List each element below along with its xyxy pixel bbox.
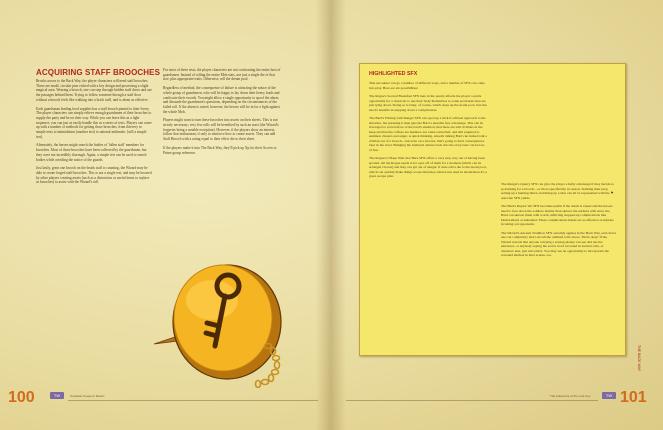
sfx-sidebar — [359, 63, 626, 356]
left-column-1 — [36, 79, 152, 189]
side-tab-label: THE BACK WAY — [637, 345, 641, 372]
footer-text-right: The Adventure of the Lost Key — [550, 394, 591, 398]
paragraph: Players might want to turn these brooches into assets on their sheets. This is not strictly necessary; very few rolls will be benefited by such an asset (the Wizard's forgeries being a notable exception). However, if the players show an interest, follow that enthusiasm, if only to reinforce how to create assets. They can add Staff Brooch with a rating equal to their effect die to their sheet. — [163, 118, 279, 142]
chapter-side-tab — [635, 345, 643, 391]
page-number-left: 100 — [8, 389, 35, 406]
footer-logo-icon: TW — [50, 392, 64, 399]
page-gutter — [316, 0, 346, 430]
paragraph: Just lastly, great one brooch on the heads staff is counting, the Wizard may be able to create forged staff brooches. This is not a single test, and may be boosted by other players creating assets (such as a distraction or useful items to replace as brooches) to assist with the Wizard's roll. — [36, 166, 152, 185]
footer-rule-right — [346, 400, 598, 401]
paragraph: Brooks across to the Back Way, the player characters will need staff brooches. These are small, circular pins etched with a key design and possessing a slight magical aura. Wearing a brooch, one can step through hidden staff doors and use the passages behind them. Trying to follow someone through a staff door without a brooch feels like walking into a brick wall, and is about as effective. — [36, 79, 152, 102]
paragraph: The Bard's Flirting with Danger SFX can open up a trick if advised approach to the situation, but pursuing it then gets the Bard a sizeable free advantage. This can be leveraged to reveal more of the bard's situation; that there are still civilians in the keep and that the coffees are haunted, not rated-controlled, and still required to summon clusters and anger. A quick thinking, smooth talking Bard can indeed talk a civilian out of a brooch—but even on a success, that's going to have consequences later in the level. Bringing the bothered culture back into the story later can be lots of fun. — [369, 116, 487, 152]
paragraph: Regardless of method, the consequence of failure is attracting the notice of the whole group of guardsmen, who will be happy to lay down their heavy loads and confiscate their swords. You might allow a single opportunity to spoof the alarm and dissuade the guardsmen's questions, depending on the circumstances of the failed roll. If the alarm is raised, however, the heroes will be in for a fight against the whole Mob. — [163, 86, 280, 114]
left-column-2 — [163, 68, 281, 159]
sidebar-title: HIGHLIGHTED SFX — [369, 71, 418, 77]
page-number-right: 101 — [620, 389, 647, 406]
sidebar-column-left — [369, 81, 488, 183]
paragraph: This encounter can go a number of different ways, and a number of SFX can come into play. Here are six possibilities: — [369, 81, 485, 90]
paragraph: The Rogue's Second Breakfast SFX here in the pantry affords the player a quick opportunity for a character to use their body themselves to some provisions that are just lying about. Doing so is risky, of course, which steps up the doom pool, but also has its benefits in stepping down a complication. — [369, 94, 488, 112]
paragraph: The Bard's Ruptor We SFX becomes useful if the alarm is raised and the heroes need to face down the soldiers. Rather than skewer the soldiers with steel, the Bard can skewer them with words, inflicting stepped-up complications like Demoralized or Ashamed. These complications inside are as effective as injuries in taking out opponents. — [501, 204, 614, 226]
paragraph: For most of these tests, the player characters are not confronting the entire host of guardsmen. Instead of rolling the entire Mob stats, use just a single die of that size, plus appropriate traits. Otherwise, roll the dream pool. — [163, 68, 281, 82]
section-heading: ACQUIRING STAFF BROOCHES — [36, 68, 161, 77]
brooch-highlight — [186, 280, 238, 320]
footer-logo-icon: TW — [602, 392, 616, 399]
sidebar-column-right — [501, 182, 617, 262]
paragraph: The Rogue's I Hope Wait Just Here SFX offers a very easy way out of having been spotted. All the Rogue needs is for eyes off of them for a moment (which can be arranged via test) and they can get out of danger. It does add a die to the doom pool, which can quickly make things worse than they started, but used in moderation it's a great escape plan. — [369, 156, 487, 178]
paragraph: The Ranger's Quarry SFX can give the player a hefty advantage if they decide to go hunting for a brooch—or more specifically, in reason. Stalking their prey, setting up a hunting blind, and lining up a shot can all be represented with the ⚑ asset the SFX yields. — [501, 182, 614, 200]
footer-text-left: Guardian Keeper's Realm — [70, 394, 105, 398]
paragraph: The Wizard's Ancient Tradition SFX certainly applies in the Back Way, and clever use can completely short-circuit the outlined rolls above. That's okay! If the Wizard reveals that anyone carrying a sewing plaster can see and use the entrances, or anybody saying the secret word recorded in ancient rolls, or whatever else, just run with it. You may see an opportunity to incorporate the revealed method in later scenes, too. — [501, 230, 617, 257]
paragraph: Alternately, the heroes might search the bodies of 'fallen staff' members for brooches. Most of those brooches have been collected by the guardsmen, but they were not incredibly thorough. Again, a simple test can be used to search bodies while avoiding the notice of the guards. — [36, 143, 147, 162]
paragraph: If the players make it into The Back Way, they'll pick up Xp for their Access to Prime group reference. — [163, 145, 277, 155]
footer-rule-left — [68, 400, 318, 401]
paragraph: Each guardsman leading food supplies has a staff brooch pinned to their livery. The player characters can simply relieve enough guardsmen of their brooches to supply the party and be on their way. While you can leave this as a light sequence, you can just as easily handle this as a series of tests. Players can come up with a number of methods for getting those brooches, from thievery to simple tests to intimidation (another test) to rational arithmetic (still a simple test). — [36, 106, 152, 139]
brooch-illustration — [150, 248, 320, 388]
